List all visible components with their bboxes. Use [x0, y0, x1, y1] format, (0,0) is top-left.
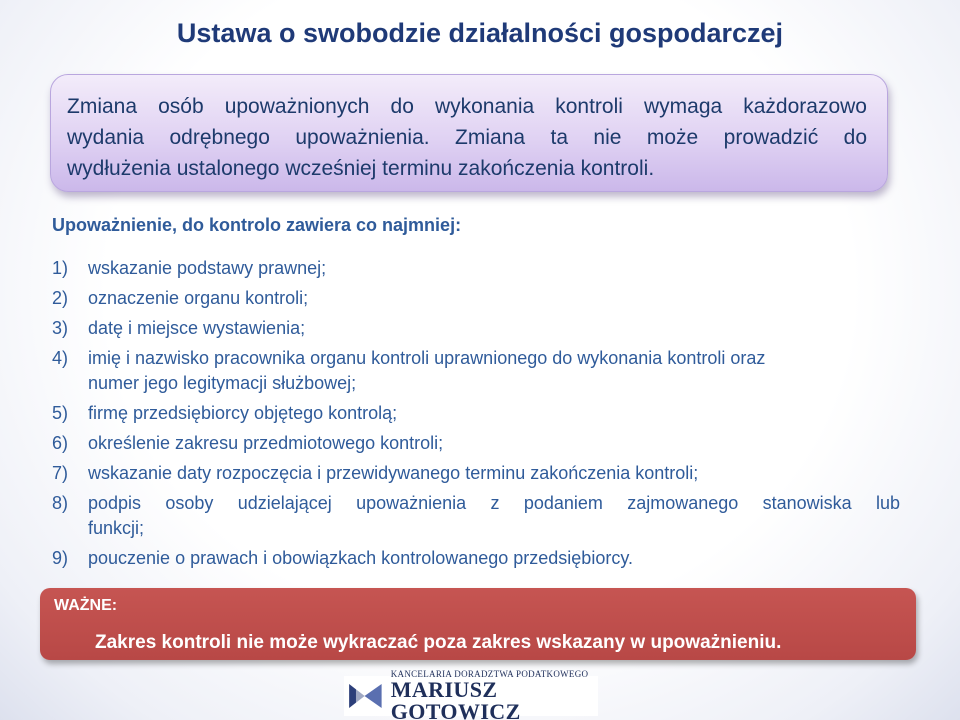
- requirements-list: [52, 256, 900, 576]
- list-item-text: określenie zakresu przedmiotowego kontroli;: [88, 433, 444, 453]
- list-item-number: 8): [52, 493, 69, 513]
- list-item-number: 7): [52, 463, 69, 483]
- list-item-text: wskazanie podstawy prawnej;: [88, 258, 327, 278]
- list-item-number: 1): [52, 258, 69, 278]
- list-item-number: 2): [52, 288, 69, 308]
- list-item: [52, 286, 900, 311]
- logo-name: MARIUSZ GOTOWICZ: [390, 677, 521, 720]
- logo-subtitle: KANCELARIA DORADZTWA PODATKOWEGO: [390, 669, 589, 679]
- list-item-text: pouczenie o prawach i obowiązkach kontrolowanego przedsiębiorcy.: [88, 548, 633, 568]
- list-item: [52, 316, 900, 341]
- list-item: [52, 256, 900, 281]
- list-item: [52, 401, 900, 426]
- callout-line: wydłużenia ustalonego wcześniej terminu zakończenia kontroli.: [67, 157, 655, 180]
- list-item-text: numer jego legitymacji służbowej;: [88, 373, 357, 393]
- warning-label: WAŻNE:: [54, 597, 118, 614]
- company-logo: [344, 669, 598, 720]
- list-item-text: podpis osoby udzielającej upoważnienia z podaniem zajmowanego stanowiska lub: [88, 493, 900, 513]
- list-item-number: 6): [52, 433, 69, 453]
- warning-box: [40, 588, 916, 660]
- list-item-text: datę i miejsce wystawienia;: [88, 318, 306, 338]
- list-item-number: 9): [52, 548, 69, 568]
- list-item-text: funkcji;: [88, 518, 145, 538]
- list-item-text: oznaczenie organu kontroli;: [88, 288, 309, 308]
- slide-title: Ustawa o swobodzie działalności gospodarczej: [176, 18, 784, 48]
- list-item-number: 3): [52, 318, 69, 338]
- list-item-text: firmę przedsiębiorcy objętego kontrolą;: [88, 403, 398, 423]
- warning-text: Zakres kontroli nie może wykraczać poza zakres wskazany w upoważnieniu.: [95, 632, 782, 653]
- list-item-text: imię i nazwisko pracownika organu kontroli uprawnionego do wykonania kontroli oraz: [88, 348, 766, 368]
- list-item: [52, 491, 900, 541]
- callout-line: Zmiana osób upoważnionych do wykonania kontroli wymaga każdorazowo: [67, 95, 867, 118]
- callout-line: wydania odrębnego upoważnienia. Zmiana ta nie może prowadzić do: [67, 126, 867, 149]
- list-heading: Upoważnienie, do kontrolo zawiera co najmniej:: [52, 215, 462, 235]
- list-item: [52, 431, 900, 456]
- list-item: [52, 546, 900, 571]
- callout-box: [50, 74, 888, 192]
- list-item: [52, 461, 900, 486]
- list-item-text: wskazanie daty rozpoczęcia i przewidywanego terminu zakończenia kontroli;: [88, 463, 699, 483]
- logo-emblem-icon: [344, 676, 387, 716]
- list-item: [52, 346, 900, 396]
- list-item-number: 5): [52, 403, 69, 423]
- list-item-number: 4): [52, 348, 69, 368]
